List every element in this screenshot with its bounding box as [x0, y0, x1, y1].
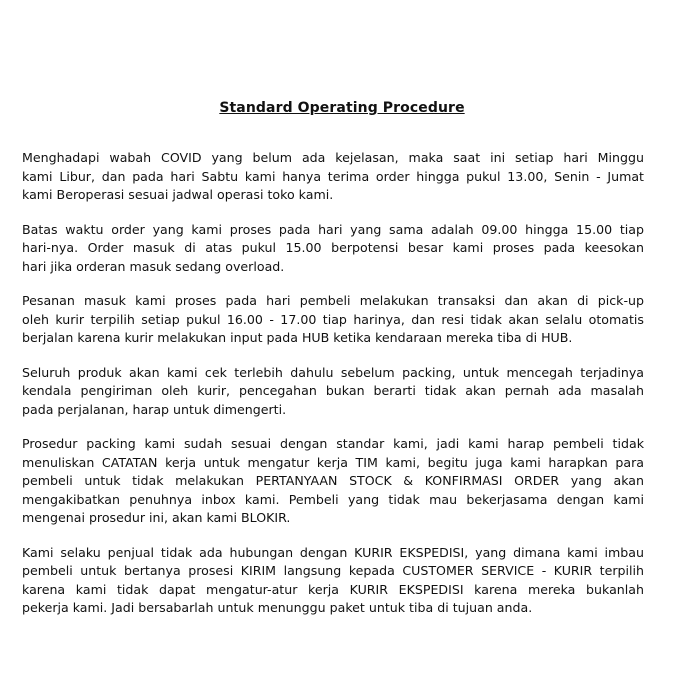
text-line: Seluruh produk akan kami cek terlebih dahulu sebelum packing, untuk mencegah terjadinya — [22, 364, 644, 380]
page-title: Standard Operating Procedure — [219, 100, 465, 116]
text-line: oleh kurir terpilih setiap pukul 16.00 - 17.00 tiap harinya, dan resi tidak akan selalu otomatis — [22, 311, 644, 327]
text-line: Kami selaku penjual tidak ada hubungan dengan KURIR EKSPEDISI, yang dimana kami imbau — [22, 544, 644, 560]
paragraph-courier-relation — [22, 544, 644, 618]
paragraph-packing-procedure — [22, 435, 644, 528]
text-line: mengenai prosedur ini, akan kami BLOKIR. — [22, 510, 291, 525]
text-line: Prosedur packing kami sudah sesuai dengan standar kami, jadi kami harap pembeli tidak — [22, 436, 644, 451]
text-line: pembeli untuk bertanya prosesi KIRIM langsung kepada CUSTOMER SERVICE - KURIR terpilih — [22, 563, 644, 578]
text-line: kami Beroperasi sesuai jadwal operasi toko kami. — [22, 187, 334, 202]
text-line: berjalan karena kurir melakukan input pada HUB ketika kendaraan mereka tiba di HUB. — [22, 330, 573, 345]
text-line: hari-nya. Order masuk di atas pukul 15.00 berpotensi besar kami proses pada keesokan — [22, 240, 644, 255]
text-line: kendala pengiriman oleh kurir, pencegahan bukan berarti tidak akan pernah ada masalah — [22, 383, 644, 398]
text-line: kami Libur, dan pada hari Sabtu kami hanya terima order hingga pukul 13.00, Senin - Jumat — [22, 168, 644, 184]
text-line: Batas waktu order yang kami proses pada hari yang sama adalah 09.00 hingga 15.00 tiap — [22, 221, 644, 237]
text-line: Pesanan masuk kami proses pada hari pembeli melakukan transaksi dan akan di pick-up — [22, 293, 644, 308]
document-body — [22, 149, 644, 634]
paragraph-product-check — [22, 364, 644, 420]
text-line: mengakibatkan penuhnya inbox kami. Pembeli yang tidak mau bekerjasama dengan kami — [22, 491, 644, 507]
text-line: menuliskan CATATAN kerja untuk mengatur kerja TIM kami, begitu juga kami harapkan para — [22, 454, 644, 470]
paragraph-covid-schedule — [22, 149, 644, 205]
text-line: pada perjalanan, harap untuk dimengerti. — [22, 401, 287, 417]
text-line: Menghadapi wabah COVID yang belum ada kejelasan, maka saat ini setiap hari Minggu — [22, 150, 644, 165]
text-line: hari jika orderan masuk sedang overload. — [22, 258, 285, 274]
text-line: pembeli untuk tidak melakukan PERTANYAAN STOCK & KONFIRMASI ORDER yang akan — [22, 473, 644, 488]
paragraph-pickup — [22, 292, 644, 348]
paragraph-order-cutoff — [22, 221, 644, 277]
text-line: karena kami tidak dapat mengatur-atur kerja KURIR EKSPEDISI karena mereka bukanlah — [22, 581, 644, 597]
text-line: pekerja kami. Jadi bersabarlah untuk menunggu paket untuk tiba di tujuan anda. — [22, 600, 533, 615]
